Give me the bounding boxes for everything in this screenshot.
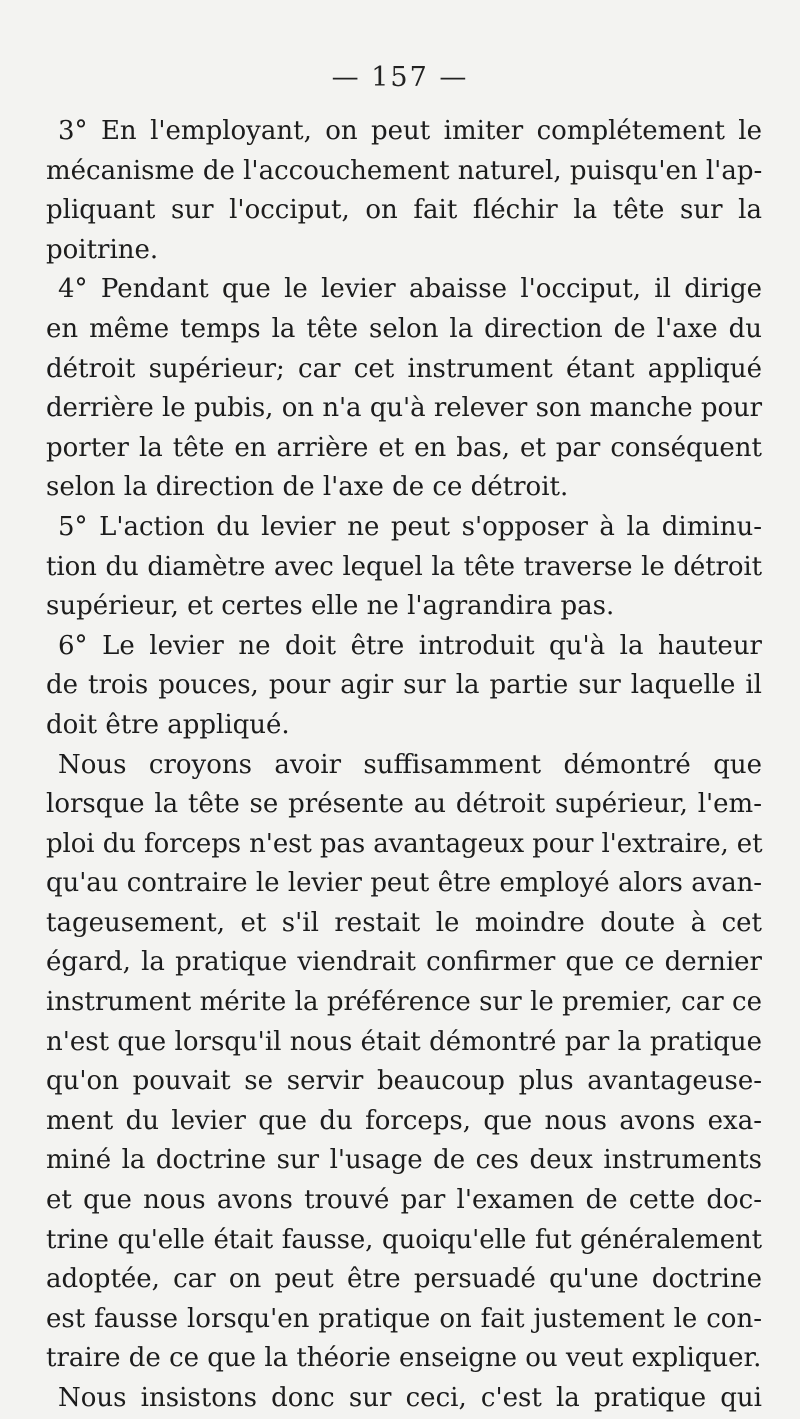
text-line: 3° En l'employant, on peut imiter complétement le — [58, 116, 762, 146]
page-number: — 157 — — [331, 62, 469, 93]
text-body — [46, 112, 762, 1419]
text-line: égard, la pratique viendrait confirmer que ce dernier — [46, 947, 762, 978]
text-line: instrument mérite la préférence sur le premier, car ce — [46, 987, 762, 1018]
text-line: mécanisme de l'accouchement naturel, puisqu'en l'ap- — [46, 155, 763, 186]
paragraph-5 — [46, 508, 762, 627]
text-line: 5° L'action du levier ne peut s'opposer à la diminu- — [58, 511, 762, 542]
text-line: n'est que lorsqu'il nous était démontré par la pratique — [46, 1026, 762, 1057]
text-line: tageusement, et s'il restait le moindre doute à cet — [46, 907, 762, 938]
text-line: selon la direction de l'axe de ce détroit. — [46, 472, 569, 503]
text-line: Nous croyons avoir suffisamment démontré que — [58, 749, 762, 780]
paragraph-continuation — [46, 1379, 762, 1419]
text-line: miné la doctrine sur l'usage de ces deux instruments — [46, 1145, 762, 1176]
paragraph-4 — [46, 270, 762, 508]
text-line: ment du levier que du forceps, que nous avons exa- — [46, 1105, 762, 1136]
text-line: derrière le pubis, on n'a qu'à relever son manche pour — [46, 393, 762, 424]
text-line: adoptée, car on peut être persuadé qu'une doctrine — [46, 1264, 762, 1295]
text-line: lorsque la tête se présente au détroit supérieur, l'em- — [46, 789, 762, 820]
text-line: poitrine. — [46, 234, 159, 265]
paragraph-conclusion — [46, 746, 762, 1380]
paragraph-3 — [46, 112, 762, 270]
text-line: ploi du forceps n'est pas avantageux pour l'extraire, et — [46, 828, 763, 859]
text-line: Nous insistons donc sur ceci, c'est la pratique qui — [58, 1383, 762, 1413]
text-line: 4° Pendant que le levier abaisse l'occiput, il dirige — [58, 274, 762, 305]
text-line: est fausse lorsqu'en pratique on fait justement le con- — [46, 1303, 762, 1334]
text-line: tion du diamètre avec lequel la tête traverse le détroit — [46, 551, 762, 582]
text-line: doit être appliqué. — [46, 709, 290, 740]
text-line: qu'on pouvait se servir beaucoup plus avantageuse- — [46, 1066, 762, 1097]
text-line: et que nous avons trouvé par l'examen de cette doc- — [46, 1185, 762, 1216]
text-line: supérieur, et certes elle ne l'agrandira pas. — [46, 591, 615, 622]
text-line: pliquant sur l'occiput, on fait fléchir la tête sur la — [46, 195, 762, 226]
text-line: 6° Le levier ne doit être introduit qu'à la hauteur — [58, 630, 762, 661]
text-line: détroit supérieur; car cet instrument étant appliqué — [46, 353, 762, 384]
text-line: qu'au contraire le levier peut être employé alors avan- — [46, 868, 762, 899]
text-line: traire de ce que la théorie enseigne ou veut expliquer. — [46, 1343, 762, 1374]
text-line: de trois pouces, pour agir sur la partie sur laquelle il — [46, 670, 762, 701]
text-line: porter la tête en arrière et en bas, et par conséquent — [46, 432, 762, 463]
text-line: trine qu'elle était fausse, quoiqu'elle fut généralement — [46, 1224, 762, 1255]
paragraph-6 — [46, 627, 762, 746]
text-line: en même temps la tête selon la direction de l'axe du — [46, 313, 762, 344]
